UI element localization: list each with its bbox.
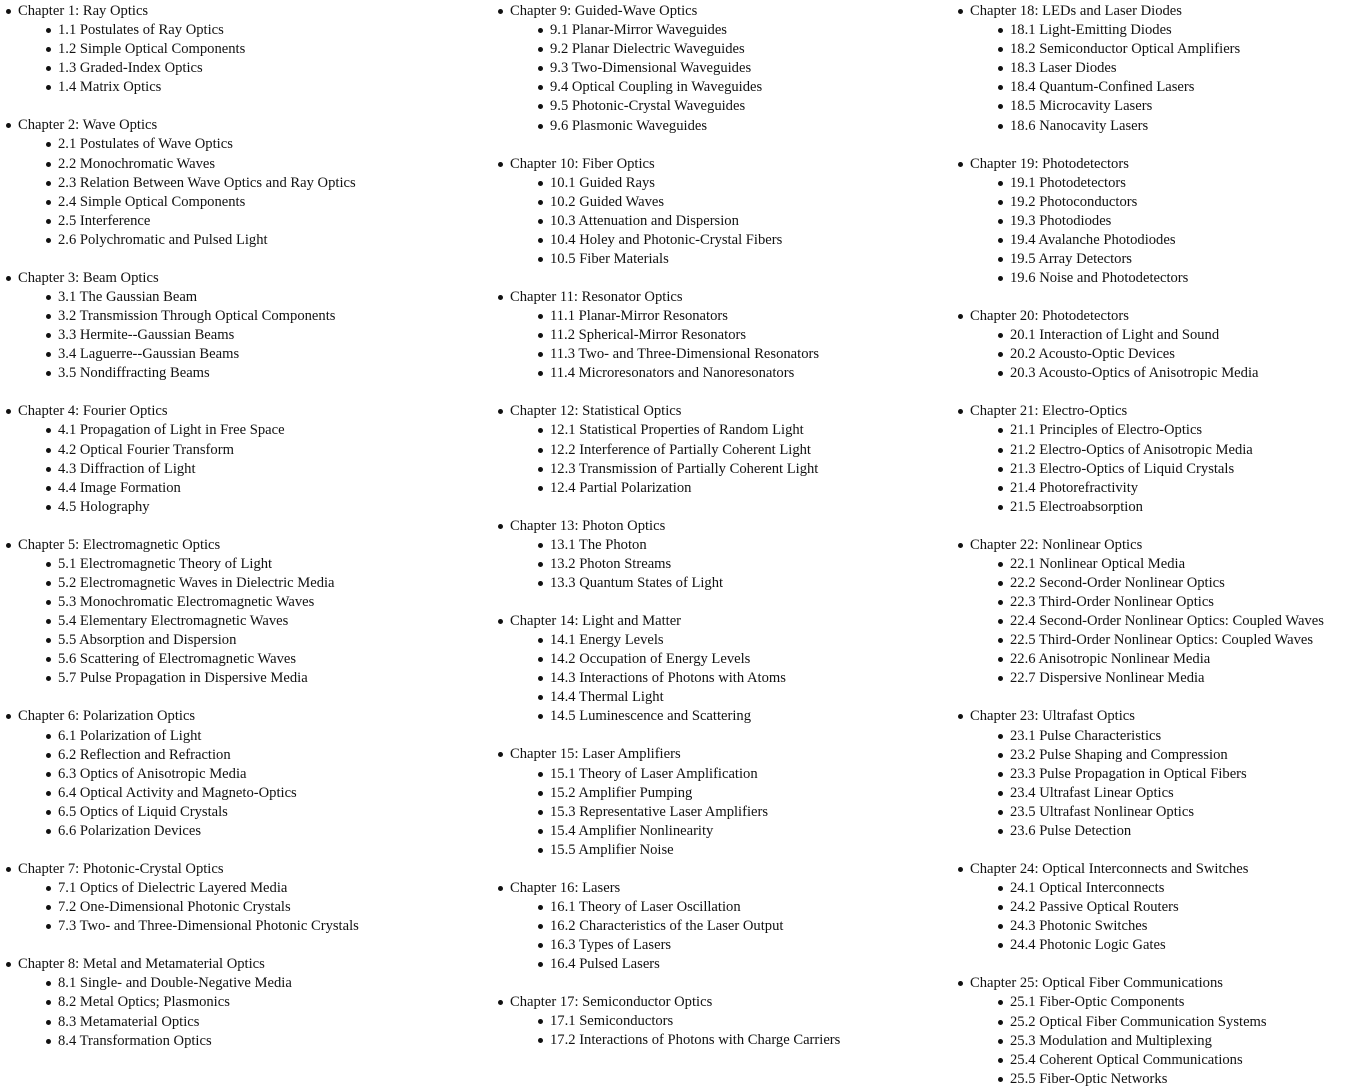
section-item: 24.3 Photonic Switches bbox=[956, 917, 1324, 936]
section-item: 6.3 Optics of Anisotropic Media bbox=[4, 765, 359, 784]
section-item: 21.4 Photorefractivity bbox=[956, 479, 1324, 498]
chapter-item: Chapter 1: Ray Optics bbox=[4, 2, 359, 21]
section-item: 15.5 Amplifier Noise bbox=[496, 841, 840, 860]
section-item: 23.2 Pulse Shaping and Compression bbox=[956, 746, 1324, 765]
section-item: 16.2 Characteristics of the Laser Output bbox=[496, 917, 840, 936]
chapter-spacer bbox=[496, 974, 840, 993]
section-item: 24.1 Optical Interconnects bbox=[956, 879, 1324, 898]
section-item: 21.2 Electro-Optics of Anisotropic Media bbox=[956, 441, 1324, 460]
section-item: 25.2 Optical Fiber Communication Systems bbox=[956, 1013, 1324, 1032]
chapter-spacer bbox=[4, 383, 359, 402]
section-item: 7.2 One-Dimensional Photonic Crystals bbox=[4, 898, 359, 917]
section-item: 10.3 Attenuation and Dispersion bbox=[496, 212, 840, 231]
section-item: 10.5 Fiber Materials bbox=[496, 250, 840, 269]
section-item: 11.4 Microresonators and Nanoresonators bbox=[496, 364, 840, 383]
section-item: 18.1 Light-Emitting Diodes bbox=[956, 21, 1324, 40]
section-item: 12.4 Partial Polarization bbox=[496, 479, 840, 498]
chapter-item: Chapter 23: Ultrafast Optics bbox=[956, 707, 1324, 726]
section-item: 2.6 Polychromatic and Pulsed Light bbox=[4, 231, 359, 250]
section-item: 3.4 Laguerre--Gaussian Beams bbox=[4, 345, 359, 364]
section-item: 12.3 Transmission of Partially Coherent Light bbox=[496, 460, 840, 479]
chapter-spacer bbox=[496, 727, 840, 746]
section-item: 6.2 Reflection and Refraction bbox=[4, 746, 359, 765]
section-item: 14.2 Occupation of Energy Levels bbox=[496, 650, 840, 669]
chapter-spacer bbox=[496, 498, 840, 517]
section-item: 22.4 Second-Order Nonlinear Optics: Coupled Waves bbox=[956, 612, 1324, 631]
section-item: 13.1 The Photon bbox=[496, 536, 840, 555]
toc-column-1 bbox=[4, 2, 359, 1051]
section-item: 11.1 Planar-Mirror Resonators bbox=[496, 307, 840, 326]
section-item: 21.1 Principles of Electro-Optics bbox=[956, 421, 1324, 440]
section-item: 2.5 Interference bbox=[4, 212, 359, 231]
chapter-spacer bbox=[496, 383, 840, 402]
chapter-item: Chapter 9: Guided-Wave Optics bbox=[496, 2, 840, 21]
section-item: 1.3 Graded-Index Optics bbox=[4, 59, 359, 78]
section-item: 15.3 Representative Laser Amplifiers bbox=[496, 803, 840, 822]
section-item: 16.3 Types of Lasers bbox=[496, 936, 840, 955]
section-item: 20.3 Acousto-Optics of Anisotropic Media bbox=[956, 364, 1324, 383]
chapter-item: Chapter 19: Photodetectors bbox=[956, 155, 1324, 174]
section-item: 16.1 Theory of Laser Oscillation bbox=[496, 898, 840, 917]
chapter-item: Chapter 21: Electro-Optics bbox=[956, 402, 1324, 421]
section-item: 2.4 Simple Optical Components bbox=[4, 193, 359, 212]
chapter-item: Chapter 12: Statistical Optics bbox=[496, 402, 840, 421]
section-item: 14.1 Energy Levels bbox=[496, 631, 840, 650]
chapter-spacer bbox=[956, 955, 1324, 974]
section-item: 3.3 Hermite--Gaussian Beams bbox=[4, 326, 359, 345]
chapter-spacer bbox=[496, 136, 840, 155]
section-item: 10.4 Holey and Photonic-Crystal Fibers bbox=[496, 231, 840, 250]
chapter-item: Chapter 25: Optical Fiber Communications bbox=[956, 974, 1324, 993]
section-item: 8.2 Metal Optics; Plasmonics bbox=[4, 993, 359, 1012]
section-item: 3.2 Transmission Through Optical Components bbox=[4, 307, 359, 326]
section-item: 9.4 Optical Coupling in Waveguides bbox=[496, 78, 840, 97]
chapter-spacer bbox=[956, 841, 1324, 860]
chapter-item: Chapter 7: Photonic-Crystal Optics bbox=[4, 860, 359, 879]
section-item: 12.2 Interference of Partially Coherent Light bbox=[496, 441, 840, 460]
section-item: 5.5 Absorption and Dispersion bbox=[4, 631, 359, 650]
section-item: 18.5 Microcavity Lasers bbox=[956, 97, 1324, 116]
section-item: 1.4 Matrix Optics bbox=[4, 78, 359, 97]
chapter-spacer bbox=[496, 860, 840, 879]
section-item: 13.3 Quantum States of Light bbox=[496, 574, 840, 593]
chapter-spacer bbox=[956, 136, 1324, 155]
section-item: 21.3 Electro-Optics of Liquid Crystals bbox=[956, 460, 1324, 479]
section-item: 22.7 Dispersive Nonlinear Media bbox=[956, 669, 1324, 688]
section-item: 19.2 Photoconductors bbox=[956, 193, 1324, 212]
chapter-item: Chapter 10: Fiber Optics bbox=[496, 155, 840, 174]
section-item: 21.5 Electroabsorption bbox=[956, 498, 1324, 517]
section-item: 6.4 Optical Activity and Magneto-Optics bbox=[4, 784, 359, 803]
section-item: 22.1 Nonlinear Optical Media bbox=[956, 555, 1324, 574]
chapter-item: Chapter 5: Electromagnetic Optics bbox=[4, 536, 359, 555]
chapter-item: Chapter 22: Nonlinear Optics bbox=[956, 536, 1324, 555]
section-item: 6.6 Polarization Devices bbox=[4, 822, 359, 841]
section-item: 19.5 Array Detectors bbox=[956, 250, 1324, 269]
section-item: 2.3 Relation Between Wave Optics and Ray Optics bbox=[4, 174, 359, 193]
section-item: 23.3 Pulse Propagation in Optical Fibers bbox=[956, 765, 1324, 784]
section-item: 11.3 Two- and Three-Dimensional Resonators bbox=[496, 345, 840, 364]
section-item: 10.1 Guided Rays bbox=[496, 174, 840, 193]
section-item: 3.5 Nondiffracting Beams bbox=[4, 364, 359, 383]
section-item: 5.1 Electromagnetic Theory of Light bbox=[4, 555, 359, 574]
chapter-item: Chapter 13: Photon Optics bbox=[496, 517, 840, 536]
section-item: 7.3 Two- and Three-Dimensional Photonic Crystals bbox=[4, 917, 359, 936]
section-item: 18.6 Nanocavity Lasers bbox=[956, 117, 1324, 136]
section-item: 12.1 Statistical Properties of Random Light bbox=[496, 421, 840, 440]
toc-column-3 bbox=[956, 2, 1324, 1089]
section-item: 14.3 Interactions of Photons with Atoms bbox=[496, 669, 840, 688]
section-item: 14.4 Thermal Light bbox=[496, 688, 840, 707]
chapter-item: Chapter 14: Light and Matter bbox=[496, 612, 840, 631]
section-item: 23.6 Pulse Detection bbox=[956, 822, 1324, 841]
section-item: 15.2 Amplifier Pumping bbox=[496, 784, 840, 803]
chapter-item: Chapter 6: Polarization Optics bbox=[4, 707, 359, 726]
chapter-spacer bbox=[4, 250, 359, 269]
section-item: 20.1 Interaction of Light and Sound bbox=[956, 326, 1324, 345]
section-item: 23.1 Pulse Characteristics bbox=[956, 727, 1324, 746]
section-item: 9.5 Photonic-Crystal Waveguides bbox=[496, 97, 840, 116]
chapter-spacer bbox=[496, 593, 840, 612]
chapter-spacer bbox=[956, 689, 1324, 708]
section-item: 25.3 Modulation and Multiplexing bbox=[956, 1032, 1324, 1051]
chapter-spacer bbox=[4, 936, 359, 955]
chapter-item: Chapter 17: Semiconductor Optics bbox=[496, 993, 840, 1012]
chapter-item: Chapter 8: Metal and Metamaterial Optics bbox=[4, 955, 359, 974]
chapter-item: Chapter 24: Optical Interconnects and Switches bbox=[956, 860, 1324, 879]
section-item: 8.4 Transformation Optics bbox=[4, 1032, 359, 1051]
section-item: 19.6 Noise and Photodetectors bbox=[956, 269, 1324, 288]
section-item: 8.3 Metamaterial Optics bbox=[4, 1013, 359, 1032]
section-item: 18.4 Quantum-Confined Lasers bbox=[956, 78, 1324, 97]
section-item: 22.6 Anisotropic Nonlinear Media bbox=[956, 650, 1324, 669]
chapter-item: Chapter 11: Resonator Optics bbox=[496, 288, 840, 307]
section-item: 9.6 Plasmonic Waveguides bbox=[496, 117, 840, 136]
chapter-spacer bbox=[956, 517, 1324, 536]
section-item: 24.4 Photonic Logic Gates bbox=[956, 936, 1324, 955]
section-item: 4.1 Propagation of Light in Free Space bbox=[4, 421, 359, 440]
section-item: 25.1 Fiber-Optic Components bbox=[956, 993, 1324, 1012]
section-item: 5.4 Elementary Electromagnetic Waves bbox=[4, 612, 359, 631]
toc-column-2 bbox=[496, 2, 840, 1051]
section-item: 15.1 Theory of Laser Amplification bbox=[496, 765, 840, 784]
section-item: 1.1 Postulates of Ray Optics bbox=[4, 21, 359, 40]
section-item: 16.4 Pulsed Lasers bbox=[496, 955, 840, 974]
section-item: 23.5 Ultrafast Nonlinear Optics bbox=[956, 803, 1324, 822]
section-item: 18.2 Semiconductor Optical Amplifiers bbox=[956, 40, 1324, 59]
section-item: 18.3 Laser Diodes bbox=[956, 59, 1324, 78]
chapter-item: Chapter 3: Beam Optics bbox=[4, 269, 359, 288]
section-item: 4.2 Optical Fourier Transform bbox=[4, 441, 359, 460]
section-item: 5.7 Pulse Propagation in Dispersive Media bbox=[4, 669, 359, 688]
chapter-spacer bbox=[4, 841, 359, 860]
chapter-spacer bbox=[4, 689, 359, 708]
section-item: 8.1 Single- and Double-Negative Media bbox=[4, 974, 359, 993]
section-item: 10.2 Guided Waves bbox=[496, 193, 840, 212]
section-item: 15.4 Amplifier Nonlinearity bbox=[496, 822, 840, 841]
section-item: 2.2 Monochromatic Waves bbox=[4, 155, 359, 174]
chapter-item: Chapter 16: Lasers bbox=[496, 879, 840, 898]
section-item: 9.3 Two-Dimensional Waveguides bbox=[496, 59, 840, 78]
section-item: 19.1 Photodetectors bbox=[956, 174, 1324, 193]
section-item: 5.3 Monochromatic Electromagnetic Waves bbox=[4, 593, 359, 612]
section-item: 17.1 Semiconductors bbox=[496, 1012, 840, 1031]
chapter-spacer bbox=[4, 97, 359, 116]
chapter-item: Chapter 18: LEDs and Laser Diodes bbox=[956, 2, 1324, 21]
chapter-item: Chapter 2: Wave Optics bbox=[4, 116, 359, 135]
section-item: 5.2 Electromagnetic Waves in Dielectric Media bbox=[4, 574, 359, 593]
chapter-item: Chapter 4: Fourier Optics bbox=[4, 402, 359, 421]
section-item: 4.4 Image Formation bbox=[4, 479, 359, 498]
chapter-spacer bbox=[496, 269, 840, 288]
section-item: 25.4 Coherent Optical Communications bbox=[956, 1051, 1324, 1070]
section-item: 22.3 Third-Order Nonlinear Optics bbox=[956, 593, 1324, 612]
chapter-item: Chapter 20: Photodetectors bbox=[956, 307, 1324, 326]
section-item: 13.2 Photon Streams bbox=[496, 555, 840, 574]
section-item: 7.1 Optics of Dielectric Layered Media bbox=[4, 879, 359, 898]
section-item: 25.5 Fiber-Optic Networks bbox=[956, 1070, 1324, 1089]
section-item: 3.1 The Gaussian Beam bbox=[4, 288, 359, 307]
section-item: 9.2 Planar Dielectric Waveguides bbox=[496, 40, 840, 59]
chapter-item: Chapter 15: Laser Amplifiers bbox=[496, 745, 840, 764]
section-item: 1.2 Simple Optical Components bbox=[4, 40, 359, 59]
section-item: 24.2 Passive Optical Routers bbox=[956, 898, 1324, 917]
section-item: 17.2 Interactions of Photons with Charge Carriers bbox=[496, 1031, 840, 1050]
section-item: 5.6 Scattering of Electromagnetic Waves bbox=[4, 650, 359, 669]
section-item: 14.5 Luminescence and Scattering bbox=[496, 707, 840, 726]
section-item: 6.5 Optics of Liquid Crystals bbox=[4, 803, 359, 822]
chapter-spacer bbox=[956, 383, 1324, 402]
section-item: 19.3 Photodiodes bbox=[956, 212, 1324, 231]
section-item: 4.3 Diffraction of Light bbox=[4, 460, 359, 479]
section-item: 2.1 Postulates of Wave Optics bbox=[4, 135, 359, 154]
section-item: 22.5 Third-Order Nonlinear Optics: Coupled Waves bbox=[956, 631, 1324, 650]
section-item: 6.1 Polarization of Light bbox=[4, 727, 359, 746]
section-item: 9.1 Planar-Mirror Waveguides bbox=[496, 21, 840, 40]
section-item: 23.4 Ultrafast Linear Optics bbox=[956, 784, 1324, 803]
section-item: 20.2 Acousto-Optic Devices bbox=[956, 345, 1324, 364]
chapter-spacer bbox=[4, 517, 359, 536]
section-item: 11.2 Spherical-Mirror Resonators bbox=[496, 326, 840, 345]
section-item: 22.2 Second-Order Nonlinear Optics bbox=[956, 574, 1324, 593]
section-item: 4.5 Holography bbox=[4, 498, 359, 517]
section-item: 19.4 Avalanche Photodiodes bbox=[956, 231, 1324, 250]
chapter-spacer bbox=[956, 288, 1324, 307]
